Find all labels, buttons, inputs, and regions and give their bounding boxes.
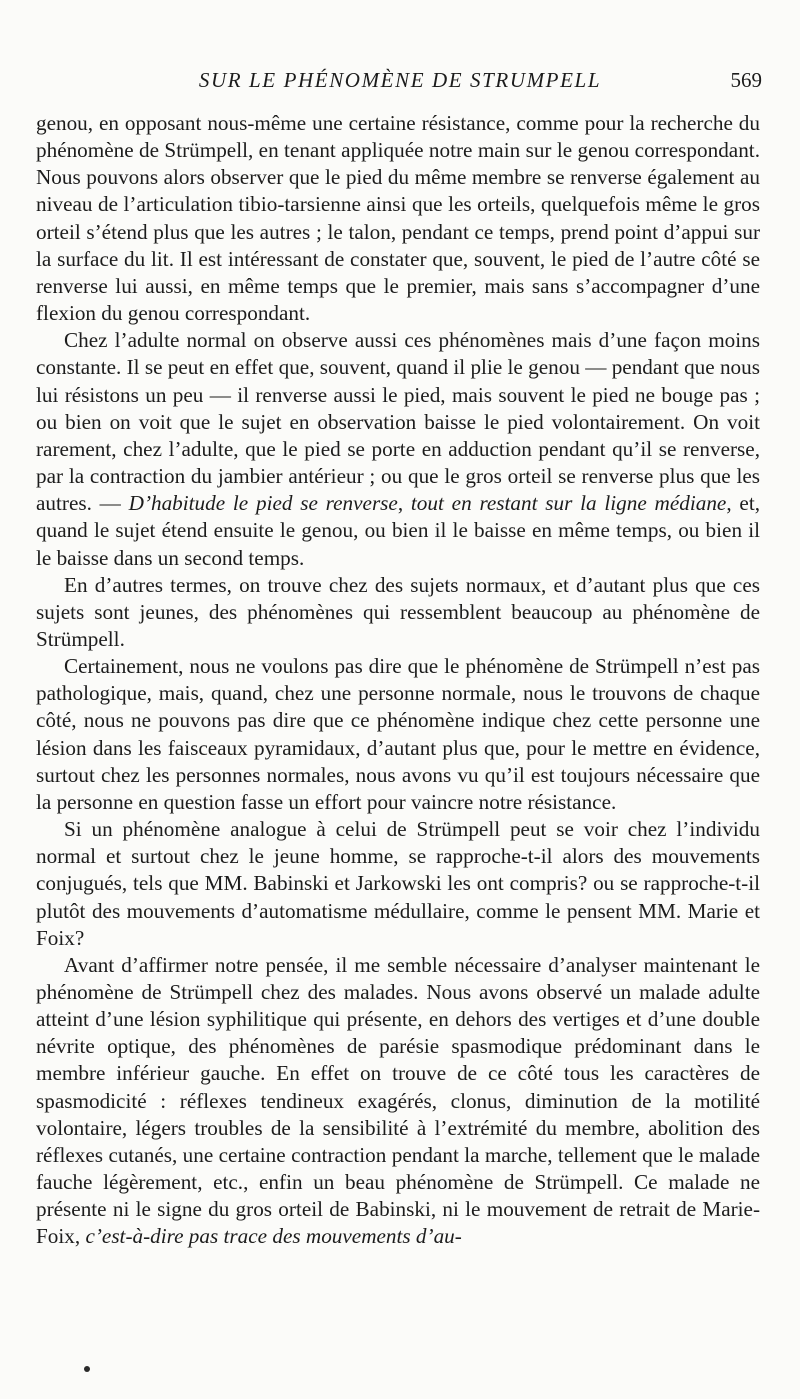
paragraph [36,110,760,327]
text-run: , et, quand le sujet étend ensuite le genou, ou bien il le baisse en même temps, ou bien il le baisse dans un second temps. [36,491,761,570]
paragraph [36,653,760,816]
ink-dot [84,1366,90,1372]
page-number: 569 [730,68,762,92]
text-run: En d’autres termes, on trouve chez des sujets normaux, et d’autant plus que ces sujets sont jeunes, des phénomènes qui ressemblent beaucoup au phénomène de Strümpell. [36,572,760,651]
text-run: Chez l’adulte normal on observe aussi ces phénomènes mais d’une façon moins constante. Il se peut en effet que, souvent, quand il plie le genou — pendant que nous lui résistons un peu — il renverse aussi le pied, mais souvent le pied ne bouge pas ; ou bien on voit que le sujet en observation baisse le pied volontairement. On voit rarement, chez l’adulte, que le pied se porte en adduction pendant qu’il se renverse, par la contraction du jambier antérieur ; ou que le gros orteil se renverse plus que les autres. — [36,328,760,516]
body-text [36,110,760,1251]
paragraph [36,952,760,1251]
text-run: Si un phénomène analogue à celui de Strümpell peut se voir chez l’individu normal et surtout chez le jeune homme, se rapproche-t-il alors des mouvements conjugués, tels que MM. Babinski et Jarkowski les ont compris? ou se rapproche-t-il plutôt des mouvements d’automatisme médullaire, comme le pensent MM. Marie et Foix? [36,817,760,950]
italic-text: D’habitude le pied se renverse [128,491,398,516]
italic-text: c’est-à-dire pas trace des mouvements d’au- [85,1224,462,1249]
paragraph [36,816,760,952]
text-run: Certainement, nous ne voulons pas dire que le phénomène de Strümpell n’est pas pathologique, mais, quand, chez une personne normale, nous le trouvons de chaque côté, nous ne pouvons pas dire que ce phénomène indique chez cette personne une lésion dans les faisceaux pyramidaux, d’autant plus que, pour le mettre en évidence, surtout chez les personnes normales, nous avons vu qu’il est toujours nécessaire que la personne en question fasse un effort pour vaincre notre résistance. [36,654,760,814]
running-head [36,68,764,102]
paragraph [36,572,760,653]
text-run: Avant d’affirmer notre pensée, il me semble nécessaire d’analyser maintenant le phénomène de Strümpell chez des malades. Nous avons observé un malade adulte atteint d’une lésion syphilitique qui présente, en dehors des vertiges et d’une double névrite optique, des phénomènes de parésie spasmodique prédominant dans le membre inférieur gauche. En effet on trouve de ce côté tous les caractères de spasmodicité : réflexes tendineux exagérés, clonus, diminution de la motilité volontaire, légers troubles de la sensibilité à l’extrémité du membre, abolition des réflexes cutanés, une certaine contraction pendant la marche, tellement que le malade fauche légèrement, etc., enfin un beau phénomène de Strümpell. Ce malade ne présente ni le signe du gros orteil de Babinski, ni le mouvement de retrait de Marie-Foix, [36,952,760,1249]
text-run: genou, en opposant nous-même une certaine résistance, comme pour la recherche du phénomène de Strümpell, en tenant appliquée notre main sur le genou correspondant. Nous pouvons alors observer que le pied du même membre se renverse également au niveau de l’articulation tibio-tarsienne ainsi que les orteils, quelquefois même le gros orteil s’étend plus que les autres ; le talon, pendant ce temps, prend point d’appui sur la surface du lit. Il est intéressant de constater que, souvent, le pied de l’autre côté se renverse lui aussi, en même temps que le premier, mais sans s’accompagner d’une flexion du genou correspondant. [36,111,760,326]
text-run: , [397,491,411,516]
paragraph [36,327,760,571]
running-title: SUR LE PHÉNOMÈNE DE STRUMPELL [198,68,602,92]
italic-text: tout en restant sur la ligne médiane [410,491,727,516]
